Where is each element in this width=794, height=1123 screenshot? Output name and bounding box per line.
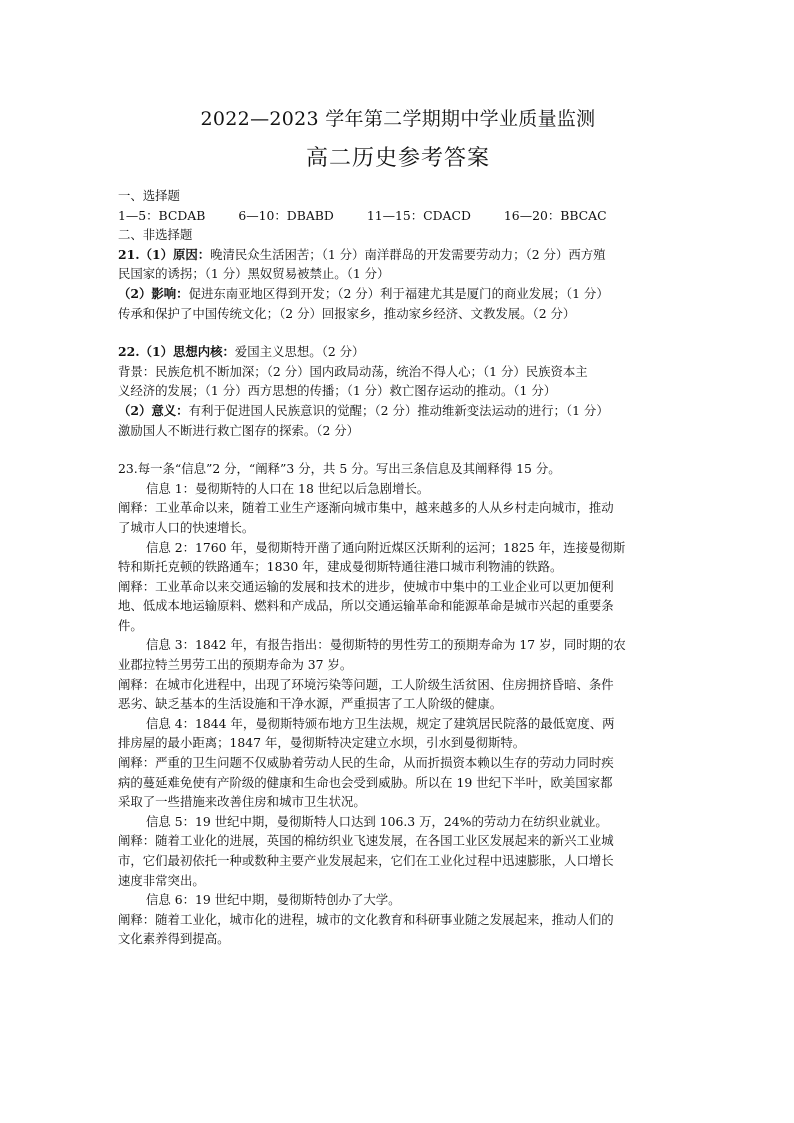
document-body (118, 104, 678, 949)
q22-part2-continued: 激励国人不断进行救亡图存的探索。（2 分） (118, 422, 360, 438)
choice-answer-group: 16—20：BBCAC (503, 207, 607, 223)
q23-intro: 23.每一条“信息”2 分，“阐释”3 分，共 5 分。写出三条信息及其阐释得 15 分。 (118, 461, 561, 477)
q23-explanation-2-end: 件。 (118, 617, 143, 633)
q23-explanation-5: 阐释：随着工业化的进展，英国的棉纺织业飞速发展，在各国工业区发展起来的新兴工业城 (118, 833, 614, 849)
q23-info-1: 信息 1：曼彻斯特的人口在 18 世纪以后急剧增长。 (146, 480, 430, 496)
q23-info-2: 信息 2：1760 年，曼彻斯特开凿了通向附近煤区沃斯利的运河；1825 年，连接曼彻斯 (146, 539, 626, 555)
choice-answer-group: 11—15：CDACD (366, 207, 471, 223)
q23-explanation-6-continued: 文化素养得到提高。 (118, 931, 230, 947)
q21-number: 21. (118, 246, 140, 262)
choice-answers (118, 206, 678, 226)
q23-explanation-1: 阐释：工业革命以来，随着工业生产逐渐向城市集中，越来越多的人从乡村走向城市，推动 (118, 500, 614, 516)
q23-explanation-2-continued: 地、低成本地运输原料、燃料和产成品，所以交通运输革命和能源革命是城市兴起的重要条 (118, 598, 614, 614)
q23-info-4-continued: 排房屋的最小距离；1847 年，曼彻斯特决定建立水坝，引水到曼彻斯特。 (118, 735, 526, 751)
q21-part2-continued: 传承和保护了中国传统文化；（2 分）回报家乡，推动家乡经济、文教发展。（2 分） (118, 305, 576, 321)
q22-part2-line (118, 401, 678, 421)
q23-info-3: 信息 3：1842 年，有报告指出：曼彻斯特的男性劳工的预期寿命为 17 岁，同时期的农 (146, 637, 626, 653)
section-heading-nonchoice: 二、非选择题 (118, 227, 193, 243)
exam-title: 2022—2023 学年第二学期期中学业质量监测 (200, 108, 596, 130)
answer-key-title: 高二历史参考答案 (305, 146, 490, 171)
q23-info-3-continued: 业郡拉特兰男劳工出的预期寿命为 37 岁。 (118, 657, 353, 673)
q21-part1-continued: 民国家的诱拐；（1 分）黑奴贸易被禁止。（1 分） (118, 266, 390, 282)
q23-info-4: 信息 4：1844 年，曼彻斯特颁布地方卫生法规，规定了建筑居民院落的最低宽度、两 (146, 715, 615, 731)
q21-part1-text: 晚清民众生活困苦；（1 分）南洋群岛的开发需要劳动力；（2 分）西方殖 (210, 246, 606, 262)
q22-number: 22. (118, 344, 140, 360)
q22-background-continued: 义经济的发展；（1 分）西方思想的传播；（1 分）救亡图存运动的推动。（1 分） (118, 383, 557, 399)
section-heading-choice: 一、选择题 (118, 188, 180, 203)
q23-explanation-4-continued: 病的蔓延难免使有产阶级的健康和生命也会受到威胁。所以在 19 世纪下半叶，欧美国家都 (118, 774, 613, 790)
q23-explanation-4-end: 采取了一些措施来改善住房和城市卫生状况。 (118, 794, 366, 810)
q23-info-6: 信息 6：19 世纪中期，曼彻斯特创办了大学。 (146, 892, 401, 908)
q23-info-2-continued: 特和斯托克顿的铁路通车；1830 年，建成曼彻斯特通往港口城市利物浦的铁路。 (118, 559, 563, 575)
q23-explanation-3-continued: 恶劣、缺乏基本的生活设施和干净水源，严重损害了工人阶级的健康。 (118, 696, 503, 712)
spacer (118, 323, 678, 342)
q22-part1-label: （1）思想内核： (139, 344, 235, 360)
q22-part1-text: 爱国主义思想。（2 分） (234, 344, 365, 360)
q22-background-line: 背景：民族危机不断加深；（2 分）国内政局动荡，统治不得人心；（1 分）民族资本主 (118, 363, 588, 379)
q23-info-5: 信息 5：19 世纪中期，曼彻斯特人口达到 106.3 万，24%的劳动力在纺织业就业。 (146, 813, 608, 829)
q22-part2-text: 有利于促进国人民族意识的觉醒；（2 分）推动维新变法运动的进行；（1 分） (188, 402, 609, 418)
q23-explanation-2: 阐释：工业革命以来交通运输的发展和技术的进步，使城市中集中的工业企业可以更加便利 (118, 578, 614, 594)
q23-explanation-3: 阐释：在城市化进程中，出现了环境污染等问题，工人阶级生活贫困、住房拥挤昏暗、条件 (118, 676, 614, 692)
q21-part1-line (118, 245, 678, 265)
choice-answer-group: 6—10：DBABD (238, 207, 334, 223)
q23-explanation-1-continued: 了城市人口的快速增长。 (118, 519, 255, 535)
q21-part2-label: （2）影响： (118, 285, 189, 301)
q23-explanation-4: 阐释：严重的卫生问题不仅威胁着劳动人民的生命，从而折损资本赖以生存的劳动力同时疾 (118, 755, 614, 771)
q23-explanation-6: 阐释：随着工业化，城市化的进程，城市的文化教育和科研事业随之发展起来，推动人们的 (118, 911, 614, 927)
q23-explanation-5-continued: 市，它们最初依托一种或数种主要产业发展起来，它们在工业化过程中迅速膨胀，人口增长 (118, 853, 614, 868)
choice-answer-group: 1—5：BCDAB (118, 207, 206, 223)
q21-part2-line (118, 284, 678, 304)
q21-part1-label: （1）原因： (139, 246, 211, 262)
q22-part2-label: （2）意义： (118, 402, 189, 418)
q23-explanation-5-end: 速度非常突出。 (118, 872, 205, 888)
q21-part2-text: 促进东南亚地区得到开发；（2 分）利于福建尤其是厦门的商业发展；（1 分） (188, 285, 609, 301)
spacer (118, 440, 678, 459)
q22-part1-line (118, 342, 678, 362)
